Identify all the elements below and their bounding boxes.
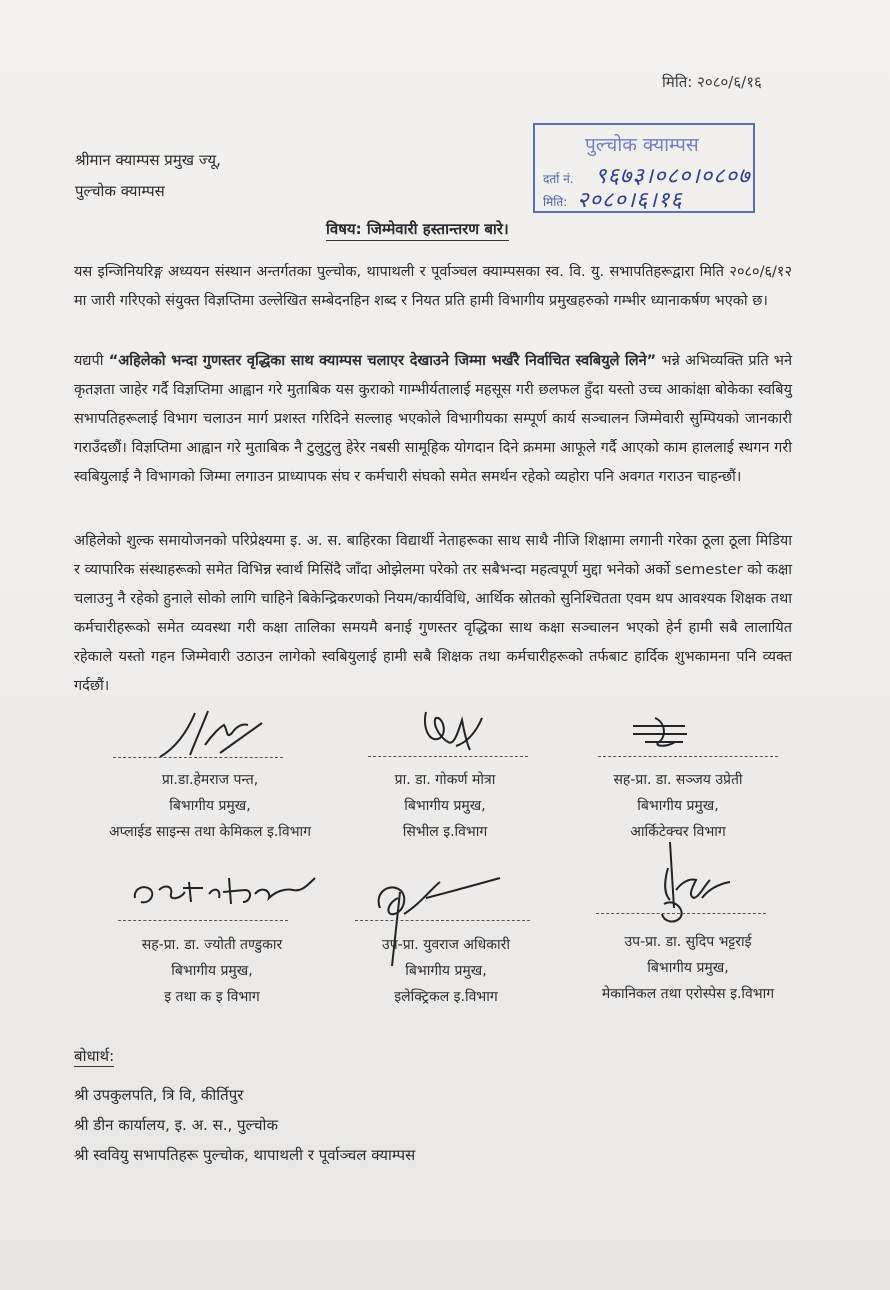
paragraph-2-body: भन्ने अभिव्यक्ति प्रति भने कृतज्ञता जाहेर गर्दै विज्ञप्तिमा आह्वान गरे मुताबिक यस कुराको गाम्भीर्यतालाई महसूस गरी छलफल हुँदा यस्तो उच्च आकांक्षा बोकेका स्वबियु सभापतिहरूलाई विभाग चलाउन मार्ग प्रशस्त गरिदिने सल्लाह भएकोले विभागीयका सम्पूर्ण कार्य सञ्चालन जिम्मेवारी सुम्पियको जानकारी गराउँदछौं। विज्ञप्तिमा आह्वान गरे मुताबिक नै टुलुटुलु हेरेर नबसी सामूहिक योगदान दिने क्रममा आफूले गर्दै आएको काम हाललाई स्थगन गरी स्वबियुलाई नै विभागको जिम्मा लगाउन प्राध्यापक संघ र कर्मचारी संघको समेत समर्थन रहेको व्यहोरा पनि अवगत गराउन चाहन्छौं।	[74, 353, 792, 485]
signatory-3-dept: आर्किटेक्चर विभाग	[630, 824, 726, 840]
signature-line-3	[598, 756, 778, 757]
signatory-6-name: उप-प्रा. डा. सुदिप भट्टराई	[624, 934, 752, 950]
signature-line-1	[113, 757, 283, 758]
signatory-2-title: बिभागीय प्रमुख,	[404, 798, 486, 814]
signatory-5-name: उप-प्रा. युवराज अधिकारी	[382, 937, 510, 953]
signatory-5-title: बिभागीय प्रमुख,	[405, 963, 487, 979]
signature-6	[640, 838, 740, 930]
paragraph-3: अहिलेको शुल्क समायोजनको परिप्रेक्ष्यमा इ. अ. स. बाहिरका विद्यार्थी नेताहरूका साथ साथै नीजि शिक्षामा लगानी गरेका ठूला ठूला मिडिया र व्यापारिक संस्थाहरूको समेत विभिन्न स्वार्थ मिसिंदै जाँदा ओझेलमा परेको तर सबैभन्दा महत्वपूर्ण मुद्दा भनेको अर्को semester को कक्षा चलाउनु नै रहेको हुनाले सोको लागि चाहिने बिकेन्द्रिकरणको नियम/कार्यविधि, आर्थिक स्रोतको सुनिश्चितता एवम थप आवश्यक शिक्षक तथा कर्मचारीहरूको समेत व्यवस्था गरी कक्षा तालिका समयमै बनाई गुणस्तर वृद्धिका साथ कक्षा सञ्चालन भएको हेर्न हामी सबै लालायित रहेकाले यस्तो गहन जिम्मेवारी उठाउन लागेको स्वबियुलाई हामी सबै शिक्षक तथा कर्मचारीहरूको तर्फबाट हार्दिक शुभकामना पनि व्यक्त गर्दछौं।	[74, 533, 792, 694]
signatory-3-name: सह-प्रा. डा. सञ्जय उप्रेती	[613, 772, 743, 788]
signatory-1-name: प्रा.डा.हेमराज पन्त,	[161, 772, 259, 788]
paragraph-2-lead: यद्यपी	[74, 353, 104, 369]
signatory-1-title: बिभागीय प्रमुख,	[169, 798, 251, 814]
paragraph-2-quote: “अहिलेको भन्दा गुणस्तर वृद्धिका साथ क्याम्पस चलाएर देखाउने जिम्मा भर्खरै निर्वाचित स्वबियुले लिने”	[108, 353, 657, 369]
signature-line-4	[118, 920, 288, 921]
registration-stamp	[533, 123, 755, 213]
signature-line-6	[596, 913, 766, 914]
stamp-date-label: मिति:	[543, 195, 568, 209]
signatory-5	[306, 932, 586, 1010]
stamp-title: पुल्चोक क्याम्पस	[585, 134, 699, 156]
signatory-4-title: बिभागीय प्रमुख,	[171, 963, 253, 979]
signatory-5-dept: इलेक्ट्रिकल इ.विभाग	[394, 989, 498, 1005]
cc-item-1: श्री उपकुलपति, त्रि वि, कीर्तिपुर	[74, 1086, 244, 1104]
signatory-6-title: बिभागीय प्रमुख,	[647, 960, 729, 976]
signatory-2-name: प्रा. डा. गोकर्ण मोत्रा	[394, 772, 496, 788]
stamp-reg-label: दर्ता नं.	[543, 172, 574, 186]
stamp-date-value: २०८०।६।१६	[577, 188, 683, 213]
signatory-3	[538, 767, 818, 845]
stamp-reg-value: ९६७३।०८०।०८०७	[595, 164, 751, 189]
subject-line: विषय: जिम्मेवारी हस्तान्तरण बारे।	[326, 219, 509, 241]
signatory-1-dept: अप्लाईड साइन्स तथा केमिकल इ.विभाग	[108, 824, 312, 840]
signature-line-5	[355, 920, 530, 921]
signature-4	[125, 868, 335, 920]
letter-date: मिति: २०८०/६/१६	[662, 73, 762, 91]
signatory-6	[548, 929, 828, 1007]
signature-1	[150, 705, 270, 765]
signature-line-2	[368, 756, 528, 757]
paragraph-1: यस इन्जिनियरिङ्ग अध्ययन संस्थान अन्तर्गतका पुल्चोक, थापाथली र पूर्वाञ्चल क्याम्पसका स्व. वि. यु. सभापतिहरूद्वारा मिति २०८०/६/१२ मा जारी गरिएको संयुक्त विज्ञप्तिमा उल्लेखित सम्बेदनहिन शब्द र नियत प्रति हामी विभागीय प्रमुखहरुको गम्भीर ध्यानाकर्षण भएको छ।	[74, 264, 792, 309]
signature-2	[412, 702, 492, 762]
signature-3	[625, 712, 695, 752]
signatory-4-dept: इ तथा क इ विभाग	[164, 989, 260, 1005]
cc-item-2: श्री डीन कार्यालय, इ. अ. स., पुल्चोक	[74, 1116, 278, 1134]
recipient-line-1: श्रीमान क्याम्पस प्रमुख ज्यू,	[75, 151, 221, 169]
cc-item-3: श्री स्ववियु सभापतिहरू पुल्चोक, थापाथली र पूर्वाञ्चल क्याम्पस	[74, 1146, 416, 1164]
paragraph-2	[74, 347, 792, 492]
recipient-line-2: पुल्चोक क्याम्पस	[75, 182, 165, 200]
signatory-6-dept: मेकानिकल तथा एरोस्पेस इ.विभाग	[601, 986, 775, 1002]
cc-heading: बोधार्थ:	[74, 1047, 115, 1065]
signatory-2-dept: सिभील इ.विभाग	[402, 824, 488, 840]
signatory-3-title: बिभागीय प्रमुख,	[637, 798, 719, 814]
signatory-4-name: सह-प्रा. डा. ज्योती तण्डुकार	[141, 937, 283, 953]
